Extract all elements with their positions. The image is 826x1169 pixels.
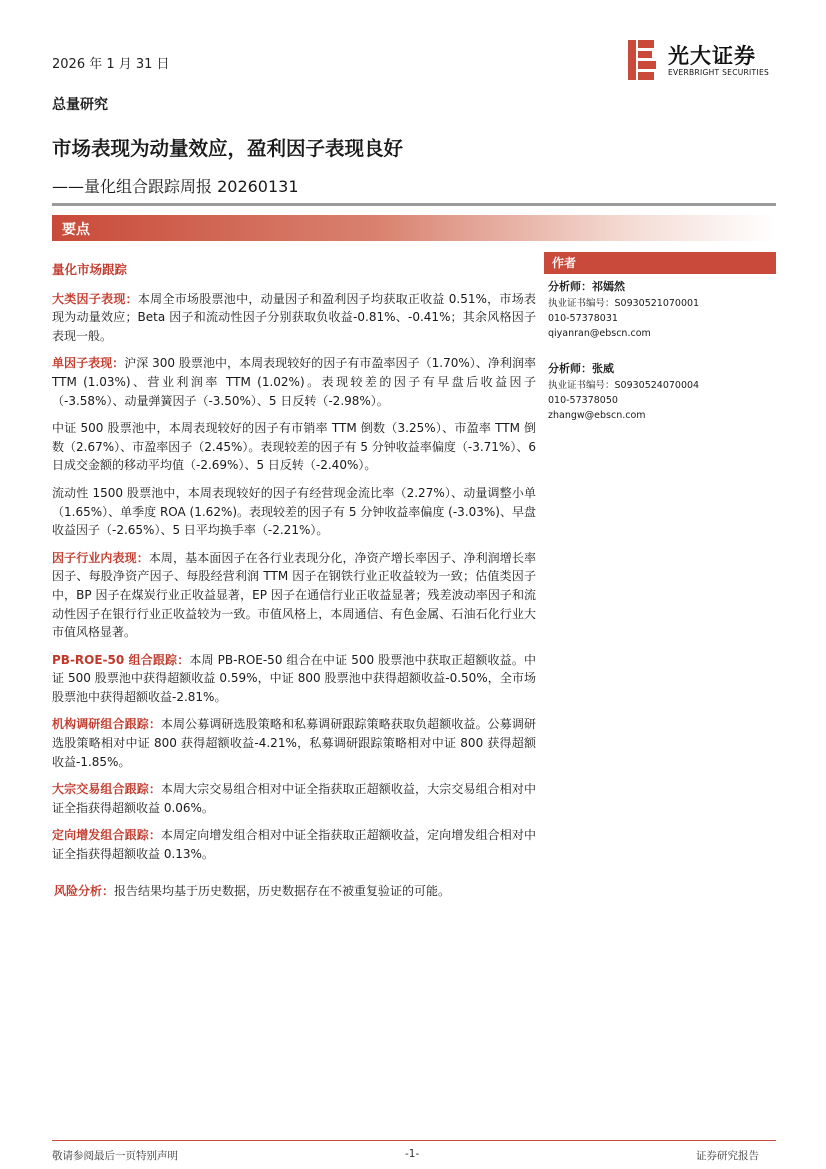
paragraph-private-placement [52, 826, 536, 863]
paragraph-text: 本周 PB-ROE-50 组合在中证 500 股票池中获取正超额收益。中证 500 股票池中获得超额收益 0.59%，中证 800 股票池中获得超额收益-0.50%，全市场股票池中获得超额收益-2.81%。 [52, 652, 536, 704]
analyst-cert: 执业证书编号：S0930521070001 [548, 298, 700, 309]
analyst-card [544, 279, 776, 341]
report-title: 市场表现为动量效应，盈利因子表现良好 [52, 137, 404, 160]
footer-disclaimer: 敬请参阅最后一页特别声明 [52, 1150, 178, 1162]
paragraph-institution-survey [52, 715, 536, 771]
paragraph-industry-factor [52, 549, 536, 642]
risk-analysis [52, 882, 536, 901]
analyst-phone: 010-57378050 [548, 395, 618, 406]
paragraph-single-factor [52, 354, 536, 410]
main-content [52, 261, 536, 909]
paragraph-text: 本周定向增发组合相对中证全指获取正超额收益，定向增发组合相对中证全指获得超额收益 0.13%。 [52, 828, 536, 862]
paragraph-label: 定向增发组合跟踪： [52, 828, 161, 843]
paragraph-label: PB-ROE-50 组合跟踪： [52, 652, 190, 667]
paragraph-text: 中证 500 股票池中，本周表现较好的因子有市销率 TTM 倒数（3.25%）、市盈率 TTM 倒数（2.67%）、市盈率因子（2.45%）。表现较差的因子有 5 分钟收益率偏度（-3.71%）、6 日成交金额的移动平均值（-2.69%）、5 日反转（-2.40%）。 [52, 421, 536, 473]
paragraph-text: 本周公募调研选股策略和私募调研跟踪策略获取负超额收益。公募调研选股策略相对中证 800 获得超额收益-4.21%，私募调研跟踪策略相对中证 800 获得超额收益-1.85%。 [52, 717, 536, 769]
author-heading: 作者 [544, 252, 776, 274]
paragraph-pb-roe [52, 651, 536, 707]
report-subtitle: ——量化组合跟踪周报 20260131 [52, 177, 299, 196]
report-date: 2026 年 1 月 31 日 [52, 57, 170, 72]
company-logo [626, 38, 786, 82]
footer-report-type: 证券研究报告 [696, 1150, 759, 1162]
analyst-name: 分析师：祁嫣然 [548, 280, 625, 293]
analyst-card [544, 361, 776, 423]
logo-chinese-name: 光大证券 [668, 44, 756, 68]
key-points-banner [52, 215, 776, 241]
paragraph-text: 流动性 1500 股票池中，本周表现较好的因子有经营现金流比率（2.27%）、动量调整小单（1.65%）、单季度 ROA (1.62%)。表现较差的因子有 5 分钟收益率偏度 (-3.03%)、早盘收益因子（-2.65%）、5 日平均换手率（-2.21%）。 [52, 485, 536, 538]
analyst-cert: 执业证书编号：S0930524070004 [548, 380, 700, 391]
report-category: 总量研究 [52, 97, 108, 113]
paragraph-text: 本周，基本面因子在各行业表现分化，净资产增长率因子、净利润增长率因子、每股净资产因子、每股经营利润 TTM 因子在钢铁行业正收益较为一致；估值类因子中，BP 因子在煤炭行业正收益显著，EP 因子在通信行业正收益显著；残差波动率因子和流动性因子在银行行业正收益较为一致。市值风格上，本周通信、有色金属、石油石化行业大市值风格显著。 [52, 550, 536, 640]
paragraph-label: 大类因子表现： [52, 291, 138, 306]
page-number: -1- [405, 1148, 420, 1160]
author-sidebar [544, 252, 776, 423]
paragraph-text: 沪深 300 股票池中，本周表现较好的因子有市盈率因子（1.70%）、净利润率 TTM (1.03%)、营业利润率 TTM (1.02%)。表现较差的因子有早盘后收益因子（-3.58%）、动量弹簧因子（-3.50%）、5 日反转（-2.98%）。 [52, 356, 536, 408]
risk-label: 风险分析： [54, 883, 115, 898]
paragraph-label: 机构调研组合跟踪： [52, 717, 161, 732]
paragraph-label: 因子行业内表现： [52, 550, 149, 565]
paragraph-label: 大宗交易组合跟踪： [52, 782, 161, 797]
paragraph-liquidity1500 [52, 484, 536, 540]
section-title: 量化市场跟踪 [52, 262, 128, 277]
paragraph-block-trade [52, 780, 536, 817]
footer-divider [52, 1140, 776, 1141]
risk-text: 报告结果均基于历史数据，历史数据存在不被重复验证的可能。 [114, 883, 451, 898]
analyst-name: 分析师：张威 [548, 362, 614, 375]
paragraph-label: 单因子表现： [52, 356, 125, 371]
header-divider [52, 203, 776, 206]
everbright-logo-icon [626, 38, 658, 82]
key-points-label: 要点 [62, 222, 90, 238]
analyst-email[interactable]: zhangw@ebscn.com [548, 410, 646, 421]
paragraph-csi500 [52, 419, 536, 475]
analyst-email[interactable]: qiyanran@ebscn.com [548, 328, 651, 339]
analyst-phone: 010-57378031 [548, 313, 618, 324]
paragraph-style-factors [52, 290, 536, 346]
paragraph-text: 本周大宗交易组合相对中证全指获取正超额收益，大宗交易组合相对中证全指获得超额收益 0.06%。 [52, 782, 536, 815]
paragraph-text: 本周全市场股票池中，动量因子和盈利因子均获取正收益 0.51%，市场表现为动量效应；Beta 因子和流动性因子分别获取负收益-0.81%、-0.41%；其余风格因子表现一般。 [52, 291, 536, 343]
logo-english-name: EVERBRIGHT SECURITIES [668, 68, 770, 77]
